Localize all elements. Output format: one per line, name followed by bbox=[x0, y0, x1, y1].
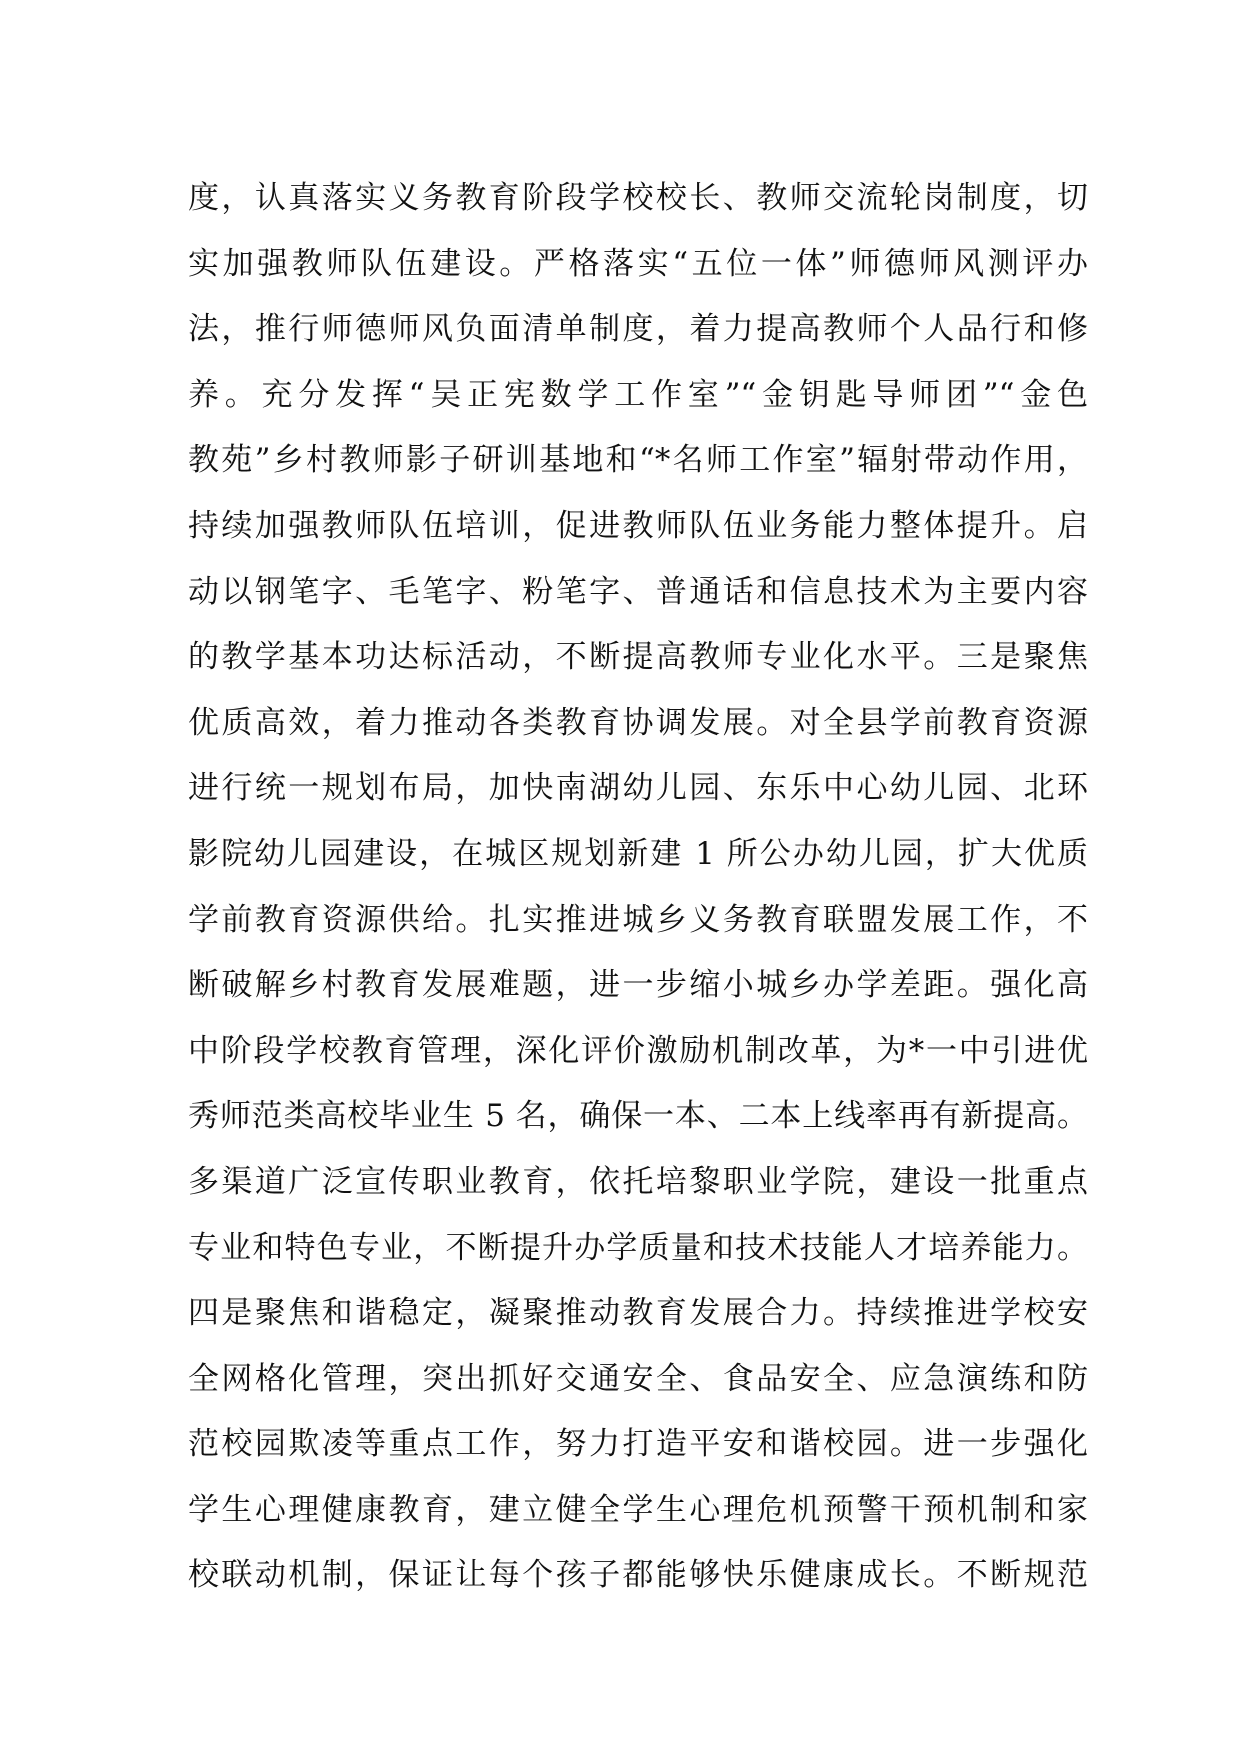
text-line: 四是聚焦和谐稳定，凝聚推动教育发展合力。持续推进学校安 bbox=[188, 1295, 1088, 1332]
text-line: 多渠道广泛宣传职业教育，依托培黎职业学院，建设一批重点 bbox=[188, 1163, 1088, 1200]
text-line: 法，推行师德师风负面清单制度，着力提高教师个人品行和修 bbox=[188, 311, 1088, 348]
text-line: 实加强教师队伍建设。严格落实“五位一体”师德师风测评办 bbox=[188, 245, 1088, 282]
text-line: 秀师范类高校毕业生 5 名，确保一本、二本上线率再有新提高。 bbox=[188, 1098, 1088, 1135]
text-line: 的教学基本功达标活动，不断提高教师专业化水平。三是聚焦 bbox=[188, 639, 1088, 676]
text-line: 影院幼儿园建设，在城区规划新建 1 所公办幼儿园，扩大优质 bbox=[188, 835, 1088, 872]
body-paragraph bbox=[188, 166, 1088, 1609]
text-line: 学生心理健康教育，建立健全学生心理危机预警干预机制和家 bbox=[188, 1491, 1088, 1528]
text-line: 断破解乡村教育发展难题，进一步缩小城乡办学差距。强化高 bbox=[188, 967, 1088, 1004]
text-line: 学前教育资源供给。扎实推进城乡义务教育联盟发展工作，不 bbox=[188, 901, 1088, 938]
text-line: 范校园欺凌等重点工作，努力打造平安和谐校园。进一步强化 bbox=[188, 1426, 1088, 1463]
text-line: 持续加强教师队伍培训，促进教师队伍业务能力整体提升。启 bbox=[188, 507, 1088, 544]
text-line: 教苑”乡村教师影子研训基地和“*名师工作室”辐射带动作用， bbox=[188, 442, 1088, 479]
text-line: 全网格化管理，突出抓好交通安全、食品安全、应急演练和防 bbox=[188, 1360, 1088, 1397]
text-line: 校联动机制，保证让每个孩子都能够快乐健康成长。不断规范 bbox=[188, 1557, 1088, 1594]
text-line: 动以钢笔字、毛笔字、粉笔字、普通话和信息技术为主要内容 bbox=[188, 573, 1088, 610]
text-line: 专业和特色专业，不断提升办学质量和技术技能人才培养能力。 bbox=[188, 1229, 1088, 1266]
text-line: 中阶段学校教育管理，深化评价激励机制改革，为*一中引进优 bbox=[188, 1032, 1088, 1069]
text-line: 度，认真落实义务教育阶段学校校长、教师交流轮岗制度，切 bbox=[188, 180, 1088, 216]
text-line: 养。充分发挥“吴正宪数学工作室”“金钥匙导师团”“金色 bbox=[188, 376, 1088, 413]
text-line: 优质高效，着力推动各类教育协调发展。对全县学前教育资源 bbox=[188, 704, 1088, 741]
text-line: 进行统一规划布局，加快南湖幼儿园、东乐中心幼儿园、北环 bbox=[188, 770, 1088, 807]
